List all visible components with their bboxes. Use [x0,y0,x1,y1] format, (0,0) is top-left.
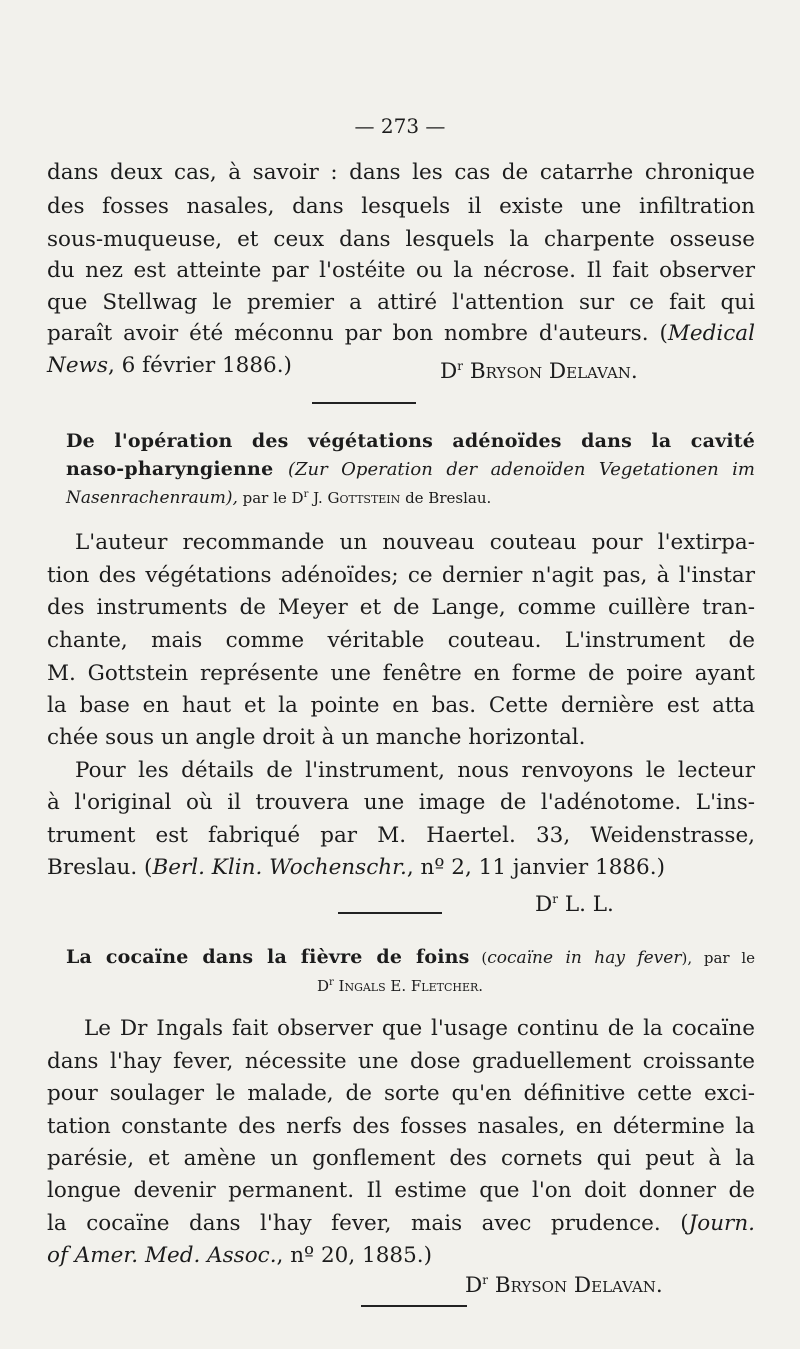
text-line: trument est fabriqué par M. Haertel. 33, Weidenstrasse, [47,823,755,848]
text-line: chée sous un angle droit à un manche horizontal. [47,725,586,750]
article-byline: $D^r$ Ingals E. Fletcher. [316,977,484,995]
text-line: pour soulager le malade, de sorte qu'en définitive cette exci- [47,1081,755,1106]
text-line: des fosses nasales, dans lesquels il existe une infiltration [47,194,755,219]
text-line: chante, mais comme véritable couteau. L'instrument de [47,628,755,653]
section-divider [338,912,442,914]
article-title: La cocaïne dans la fièvre de foins (cocaïne in hay fever), par le [66,946,756,968]
section-divider [361,1305,467,1307]
author-name: Ingals E. Fletcher. [333,977,484,995]
text-line: la base en haut et la pointe en bas. Cette dernière est atta [47,693,755,718]
text-line: Pour les détails de l'instrument, nous renvoyons le lecteur [75,758,755,783]
text-line: parésie, et amène un gonflement des cornets qui peut à la [47,1146,755,1171]
text-line: du nez est atteinte par l'ostéite ou la nécrose. Il fait observer [47,258,755,283]
journal-title: Berl. Klin. Wochenschr. [152,855,407,880]
text-line: Le Dr Ingals fait observer que l'usage continu de la cocaïne [84,1016,755,1041]
section-divider [312,402,416,404]
citation-line: Breslau. (Berl. Klin. Wochenschr., nº 2, 11 janvier 1886.) [47,855,665,880]
text-line: longue devenir permanent. Il estime que l'on doit donner de [47,1178,755,1203]
text-line: la cocaïne dans l'hay fever, mais avec prudence. (Journ. [47,1211,755,1236]
article-title: De l'opération des végétations adénoïdes dans la cavité [66,430,755,452]
text-line: des instruments de Meyer et de Lange, comme cuillère tran- [47,595,755,620]
article-title: naso-pharyngienne (Zur Operation der adenoïden Vegetationen im [66,458,755,480]
text-line: paraît avoir été méconnu par bon nombre d'auteurs. (Medical [47,321,755,346]
signature: $D^r$ Bryson Delavan. [440,359,638,385]
text-line: M. Gottstein représente une fenêtre en forme de poire ayant [47,661,755,686]
text-line: que Stellwag le premier a attiré l'attention sur ce fait qui [47,290,755,315]
text-line: dans deux cas, à savoir : dans les cas de catarrhe chronique [47,160,755,185]
citation-line: of Amer. Med. Assoc., nº 20, 1885.) [47,1243,432,1268]
signature: $D^r$ Bryson Delavan. [465,1273,663,1299]
text-line: tation constante des nerfs des fosses nasales, en détermine la [47,1114,755,1139]
page-number: — 273 — [354,114,446,138]
journal-title: News [47,353,108,378]
journal-title: Journ. [688,1211,755,1236]
text-line: sous-muqueuse, et ceux dans lesquels la charpente osseuse [47,227,755,252]
citation-line: News, 6 février 1886.) [47,353,292,378]
article-byline: Nasenrachenraum), par le $D^r$ J. Gottstein de Breslau. [66,488,492,508]
journal-title: Medical [667,321,755,346]
signature: $D^r$ L. L. [535,892,614,918]
text-line: tion des végétations adénoïdes; ce dernier n'agit pas, à l'instar [47,563,755,588]
journal-title: of Amer. Med. Assoc. [47,1243,277,1268]
text-line: L'auteur recommande un nouveau couteau pour l'extirpa- [75,530,755,555]
text-line: à l'original où il trouvera une image de l'adénotome. L'ins- [47,790,755,815]
text-line: dans l'hay fever, nécessite une dose graduellement croissante [47,1049,755,1074]
author-name: Gottstein [327,489,401,507]
